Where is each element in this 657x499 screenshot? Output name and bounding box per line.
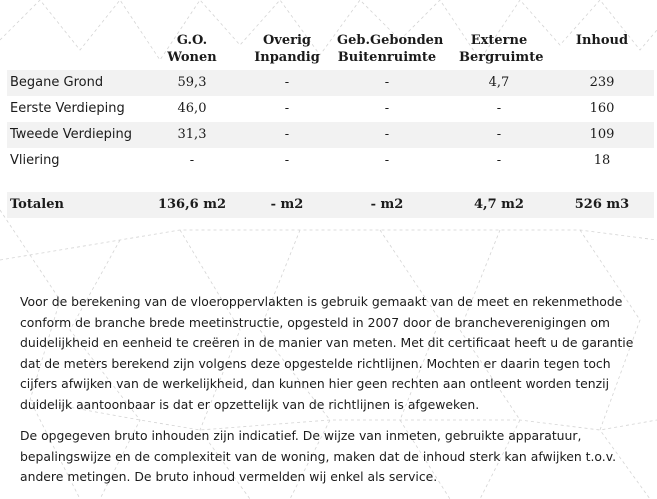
total-overig-inpandig: - m2 — [270, 197, 304, 212]
cell-externe-bergruimte: - — [496, 101, 502, 116]
totals-row — [7, 192, 654, 218]
header-inhoud: Inhoud — [575, 33, 629, 48]
cell-inhoud: 160 — [589, 101, 615, 116]
cell-go-wonen: 59,3 — [177, 75, 207, 90]
cell-geb-gebonden: - — [384, 101, 390, 116]
total-inhoud: 526 m3 — [574, 197, 630, 212]
paragraph-volume: De opgegeven bruto inhouden zijn indicatief. De wijze van inmeten, gebruikte apparatuur, bepalingswijze en de complexiteit van de woning, maken dat de inhoud sterk kan afwijken t.o.v. andere metingen. De bruto inhoud vermelden wij enkel als service. — [20, 428, 617, 484]
disclaimer-text — [20, 292, 645, 499]
cell-go-wonen: - — [189, 153, 195, 168]
cell-externe-bergruimte: - — [496, 127, 502, 142]
cell-overig-inpandig: - — [284, 75, 290, 90]
row-label: Eerste Verdieping — [10, 101, 125, 116]
cell-geb-gebonden: - — [384, 127, 390, 142]
cell-inhoud: 18 — [593, 153, 611, 168]
header-externe-bergruimte: Externe Bergruimte — [459, 33, 544, 65]
paragraph-measurement: Voor de berekening van de vloeroppervlakten is gebruik gemaakt van de meet en rekenmethode conform de branche brede meetinstructie, opgesteld in 2007 door de brancheverenigingen om duidelijkheid en eenheid te creëren in de manier van meten. Met dit certificaat heeft u de garantie dat de meters berekend zijn volgens deze opgestelde richtlijnen. Mochten er daarin tegen toch cijfers afwijken van de werkelijkheid, dan kunnen hier geen rechten aan ontleent worden tenzij duidelijk aantoonbaar is dat er opzettelijk van de richtlijnen is afgeweken. — [20, 294, 634, 412]
cell-overig-inpandig: - — [284, 153, 290, 168]
table-spacer — [7, 174, 654, 192]
cell-go-wonen: 46,0 — [177, 101, 207, 116]
row-label: Begane Grond — [10, 75, 104, 90]
cell-overig-inpandig: - — [284, 101, 290, 116]
row-label: Vliering — [10, 153, 60, 168]
table-row — [7, 122, 654, 148]
cell-geb-gebonden: - — [384, 153, 390, 168]
cell-overig-inpandig: - — [284, 127, 290, 142]
totals-label: Totalen — [10, 197, 64, 212]
cell-inhoud: 239 — [589, 75, 615, 90]
area-table — [7, 32, 654, 218]
header-geb-gebonden: Geb.Gebonden Buitenruimte — [337, 33, 444, 65]
cell-go-wonen: 31,3 — [177, 127, 207, 142]
total-geb-gebonden: - m2 — [370, 197, 404, 212]
cell-externe-bergruimte: 4,7 — [488, 75, 510, 90]
table-row — [7, 148, 654, 174]
total-externe-bergruimte: 4,7 m2 — [474, 197, 524, 212]
cell-externe-bergruimte: - — [496, 153, 502, 168]
table-header-row — [7, 32, 654, 70]
header-go-wonen: G.O. Wonen — [167, 33, 217, 65]
cell-geb-gebonden: - — [384, 75, 390, 90]
header-overig-inpandig: Overig Inpandig — [254, 33, 320, 65]
cell-inhoud: 109 — [589, 127, 615, 142]
table-row — [7, 96, 654, 122]
table-row — [7, 70, 654, 96]
total-go-wonen: 136,6 m2 — [157, 197, 227, 212]
row-label: Tweede Verdieping — [10, 127, 133, 142]
